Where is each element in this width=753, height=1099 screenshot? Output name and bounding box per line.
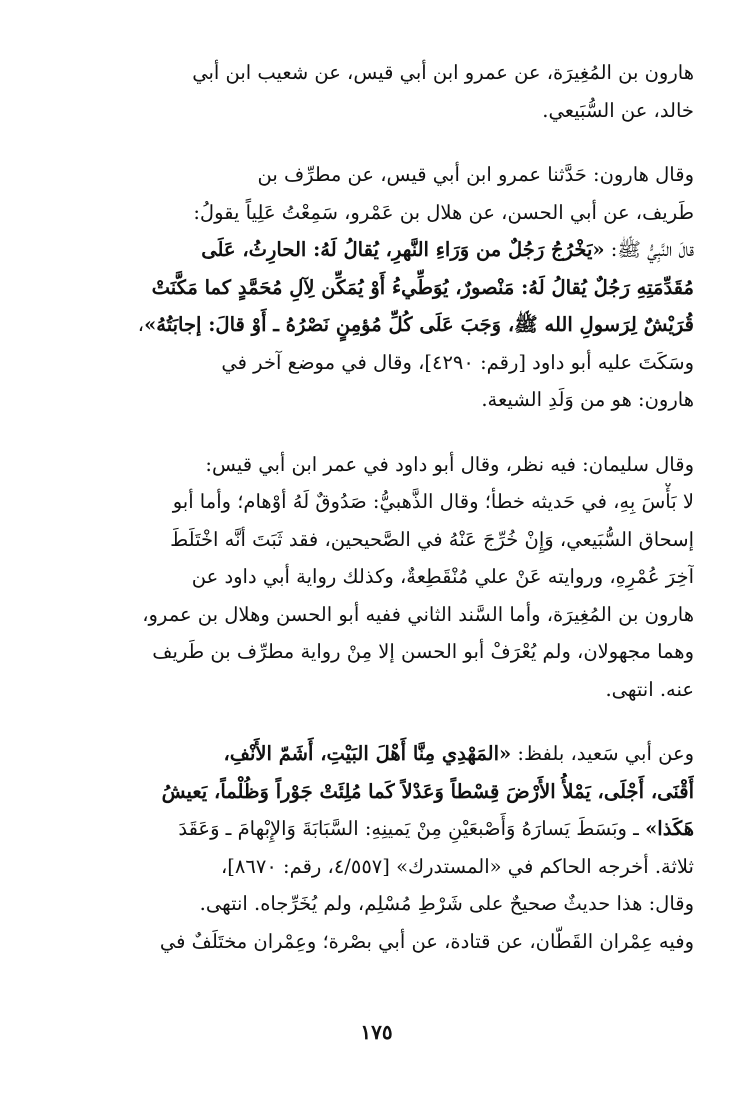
text-line: [70, 344, 694, 382]
text-segment: وهما مجهولان، ولم يُعْرَفْ أبو الحسن إلا مِنْ رواية مطرِّف بن طَريف: [152, 640, 694, 663]
text-line: [70, 923, 694, 961]
text-segment: لا بَأْسَ بِهِ، في حَديثه خطأ؛ وقال الذَّهبيُّ: صَدُوقٌ لَهُ أوْهام؛ وأما أبو: [172, 490, 694, 513]
text-segment: وسَكَتَ عليه أبو داود [رقم: ٤٢٩٠]، وقال في موضع آخر في: [221, 350, 694, 374]
text-segment: ،: [137, 313, 145, 336]
bold-text-segment: «المَهْدِي مِنَّا أَهْلَ البَيْتِ، أَشَمّ الأَنْفِ،: [223, 742, 512, 765]
text-line: [70, 885, 694, 923]
paragraph-gap: [70, 708, 694, 735]
text-line: [70, 735, 694, 773]
text-segment: ـ وبَسَطَ يَسارَهُ وَأَصْبعَيْنِ مِنْ يَمينِهِ: السَّبَابَةَ وَالإِبْهامَ ـ وَعَقَدَ: [178, 817, 646, 840]
bold-text-segment: مُقَدِّمَتِهِ رَجُلٌ يُقالُ لَهُ: مَنْصورٌ، يُوَطِّيءُ أَوْ يُمَكِّن لِآلِ مُحَمَّدٍ كما مَكَّنَتْ: [151, 275, 694, 299]
text-line: [70, 306, 694, 344]
text-segment: وقال هارون: حَدَّثنا عمرو ابن أبي قيس، عن مطرِّف بن: [257, 163, 694, 186]
paragraph: [70, 735, 694, 960]
text-segment: هارون بن المُغِيرَة، وأما السَّند الثاني ففيه أبو الحسن وهلال بن عمرو،: [142, 602, 694, 626]
bold-text-segment: أَقْنَى، أَجْلَى، يَمْلأُ الأَرْضَ قِسْطاً وَعَدْلاً كَما مُلِئَتْ جَوْراً وَظُلْماً، يَعيشُ: [161, 779, 694, 803]
paragraph: [70, 156, 694, 419]
text-line: [70, 381, 694, 419]
paragraph: [70, 54, 694, 129]
text-line: [70, 671, 694, 709]
text-line: [70, 848, 694, 886]
text-line: [70, 558, 694, 596]
text-line: [70, 483, 694, 521]
text-line: [70, 446, 694, 484]
text-segment: آخِرَ عُمْرِهِ، وروايته عَنْ علي مُنْقَطِعةٌ، وكذلك رواية أبي داود عن: [191, 565, 694, 588]
text-segment: وقال: هذا حديثٌ صحيحٌ على شَرْطِ مُسْلِم، ولم يُخَرِّجاه. انتهى.: [199, 892, 694, 915]
paragraph: [70, 446, 694, 709]
text-segment: عنه. انتهى.: [605, 677, 694, 701]
text-segment: هارون بن المُغِيرَة، عن عمرو ابن أبي قيس، عن شعيب ابن أبي: [192, 61, 694, 84]
text-segment: وفيه عِمْران القَطّان، عن قتادة، عن أبي بصْرة؛ وعِمْران مختَلَفٌ في: [159, 929, 694, 953]
page-number: ١٧٥: [360, 1020, 393, 1044]
text-line: [70, 773, 694, 811]
paragraph-gap: [70, 129, 694, 156]
paragraph-gap: [70, 419, 694, 446]
text-line: [70, 54, 694, 92]
bold-text-segment: «يَخْرُجُ رَجُلٌ من وَرَاءِ النَّهرِ، يُقالُ لَهُ: الحارِثُ، عَلَى: [201, 238, 605, 261]
text-line: [70, 633, 694, 671]
text-line: [70, 156, 694, 194]
text-segment: خالد، عن السُّبَيعي.: [542, 98, 694, 122]
text-segment: وقال سليمان: فيه نظر، وقال أبو داود في عمر ابن أبي قيس:: [205, 452, 694, 476]
text-segment: هارون: هو من وَلَدِ الشيعة.: [481, 388, 694, 411]
text-line: [70, 521, 694, 559]
bold-text-segment: قُرَيْشٌ لِرَسولِ الله ﷺ، وَجَبَ عَلَى كُلِّ مُؤمِنٍ نَصْرُهُ ـ أَوْ قالَ: إجابَتُهُ»: [144, 313, 694, 336]
text-segment: ثلاثة. أخرجه الحاكم في «المستدرك» [٤/٥٥٧، رقم: ٨٦٧٠]،: [221, 854, 694, 878]
text-line: [70, 92, 694, 130]
text-segment: وعن أبي سَعيد، بلفظ:: [511, 742, 694, 765]
text-line: [70, 194, 694, 232]
text-line: [70, 810, 694, 848]
page-body: [70, 54, 694, 960]
text-line: [70, 231, 694, 269]
text-segment: طَريف، عن أبي الحسن، عن هلال بن عَمْرو، سَمِعْتُ عَلِياً يقولُ:: [193, 200, 694, 224]
text-segment: إسحاق السُّبَيعي، وَإِنْ خُرِّجَ عَنْهُ في الصَّحيحين، فقد ثَبَتَ أنَّه اخْتَلَطَ: [170, 527, 694, 551]
text-line: [70, 596, 694, 634]
text-line: [70, 269, 694, 307]
bold-text-segment: هَكَذا»: [645, 817, 694, 840]
text-segment: قالَ النَّبِيُّ ﷺ:: [604, 238, 694, 261]
